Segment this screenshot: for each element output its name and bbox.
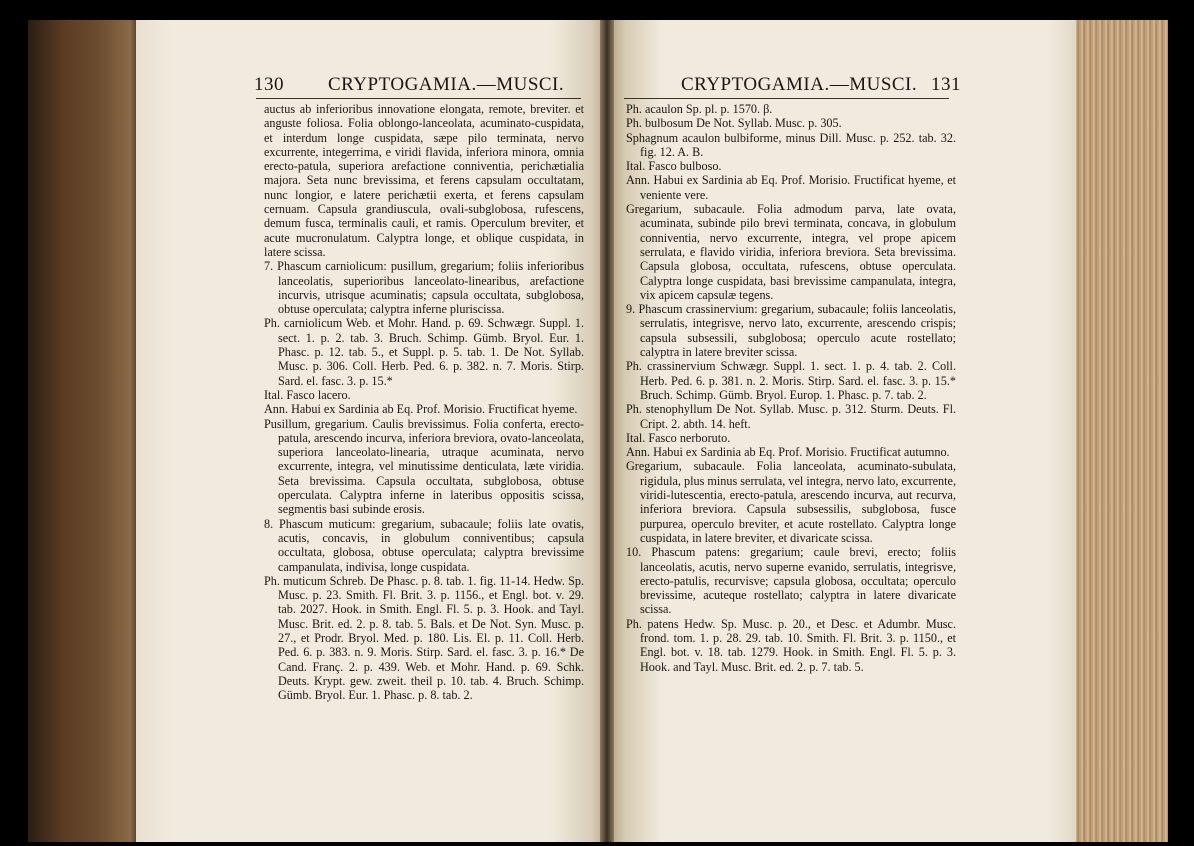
right-paragraph: Ann. Habui ex Sardinia ab Eq. Prof. Morisio. Fructificat hyeme, et veniente vere. bbox=[626, 173, 956, 202]
left-paragraph: Pusillum, gregarium. Caulis brevissimus. Folia conferta, erecto-patula, arescendo incurva, inferiora breviora, ovato-lanceolata, superiora lanceolato-linearia, utraque acuminata, nervo excurrente, integra, vel minutissime denticulata, læte viridia. Seta brevissima. Capsula occultata, subglobosa, obtuse operculata. Calyptra inferne in lateribus oppositis scissa, segmentis basi subinde erosis. bbox=[264, 416, 584, 517]
right-paragraph: Ph. stenophyllum De Not. Syllab. Musc. p. 312. Sturm. Deuts. Fl. Cript. 2. abth. 14. heft. bbox=[626, 402, 956, 431]
left-head-rule bbox=[256, 98, 581, 99]
left-body-text bbox=[264, 102, 584, 702]
left-paragraph: Ital. Fasco lacero. bbox=[264, 387, 351, 402]
right-page-number: 131 bbox=[931, 74, 961, 95]
open-book bbox=[28, 20, 1168, 842]
right-paragraph: Sphagnum acaulon bulbiforme, minus Dill. Musc. p. 252. tab. 32. fig. 12. A. B. bbox=[626, 130, 956, 159]
right-page bbox=[606, 20, 1076, 842]
right-paragraph: 9. Phascum crassinervium: gregarium, subacaule; foliis lanceolatis, serrulatis, integrisve, nervo lato, excurrente, arescendo crispis; capsula subsessili, subglobosa; operculo acute rostellato; calyptra in latere breviter scissa. bbox=[626, 302, 956, 360]
right-head-rule bbox=[624, 98, 949, 99]
right-paragraph: Ital. Fasco bulboso. bbox=[626, 159, 722, 174]
left-paragraph: Ann. Habui ex Sardinia ab Eq. Prof. Morisio. Fructificat hyeme. bbox=[264, 402, 578, 417]
left-paragraph: 8. Phascum muticum: gregarium, subacaule; foliis late ovatis, acutis, concavis, in globulum conniventibus; capsula occultata, globosa, obtuse operculata; calyptra brevissime campanulata, indivisa, longe cuspidata. bbox=[264, 516, 584, 574]
right-paragraph: Gregarium, subacaule. Folia lanceolata, acuminato-subulata, rigidula, plus minus serrulata, vel integra, nervo lato, excurrente, viridi-lutescentia, erecto-patula, arescendo incurva, aut recurva, inferiora breviora. Capsula subsessilis, subglobosa, fusce purpurea, operculo breviter, et acute rostellato. Calyptra longe cuspidata, in latere breviter, et divaricate scissa. bbox=[626, 459, 956, 545]
left-page-number: 130 bbox=[254, 74, 284, 95]
left-paragraph: auctus ab inferioribus innovatione elongata, remote, breviter. et anguste foliosa. Folia oblongo-lanceolata, acuminato-cuspidata, et interdum longe cuspidata, sæpe pilo terminata, nervo excurrente, integerrima, e viridi flavida, inferiora minora, omnia erecto-patula, superiora arefactione conniventia, perichætialia majora. Seta nunc brevissima, et ferens capsulam occultatam, nunc longior, e latere perichætii exerta, et ferens capsulam cernuam. Capsula grandiuscula, ovali-subglobosa, rufescens, demum fusca, terminalis cauli, et ramis. Operculum breviter, et acute mucronulatum. Calyptra longe, et oblique cuspidata, in latere scissa. bbox=[264, 102, 584, 259]
left-running-title: CRYPTOGAMIA.—MUSCI. bbox=[328, 74, 565, 95]
right-body-text bbox=[626, 102, 956, 674]
right-paragraph: Ph. acaulon Sp. pl. p. 1570. β. bbox=[626, 102, 773, 116]
left-paragraph: Ph. carniolicum Web. et Mohr. Hand. p. 69. Schwægr. Suppl. 1. sect. 1. p. 2. tab. 3. Bruch. Schimp. Gümb. Bryol. Eur. 1. Phasc. p. 12. tab. 5., et Suppl. p. 5. tab. 1. De Not. Syllab. Musc. p. 306. Coll. Herb. Ped. 6. p. 382. n. 7. Moris. Stirp. Sard. el. fasc. 3. p. 15.* bbox=[264, 316, 584, 388]
left-page bbox=[136, 20, 606, 842]
right-paragraph: Ann. Habui ex Sardinia ab Eq. Prof. Morisio. Fructificat autumno. bbox=[626, 445, 950, 460]
page-edges bbox=[1068, 20, 1168, 842]
right-paragraph: Ital. Fasco nerboruto. bbox=[626, 430, 731, 445]
right-paragraph: Ph. patens Hedw. Sp. Musc. p. 20., et Desc. et Adumbr. Musc. frond. tom. 1. p. 28. 29. tab. 10. Smith. Fl. Brit. 3. p. 1150., et Engl. bot. v. 18. tab. 1279. Hook. in Smith. Engl. Fl. 5. p. 3. Hook. and Tayl. Musc. Brit. ed. 2. p. 7. tab. 5. bbox=[626, 616, 956, 674]
right-running-title: CRYPTOGAMIA.—MUSCI. bbox=[681, 74, 918, 95]
right-paragraph: 10. Phascum patens: gregarium; caule brevi, erecto; foliis lanceolatis, acutis, nervo superne evanido, serrulatis, integrisve, erecto-patulis, recurvisve; capsula globosa, occultata; operculo brevissime, acuteque rostellato; calyptra in latere divaricate scissa. bbox=[626, 545, 956, 617]
left-paragraph: Ph. muticum Schreb. De Phasc. p. 8. tab. 1. fig. 11-14. Hedw. Sp. Musc. p. 23. Smith. Fl. Brit. 3. p. 1156., et Engl. bot. v. 29. tab. 2027. Hook. in Smith. Engl. Fl. 5. p. 3. Hook. and Tayl. Musc. Brit. ed. 2. p. 8. tab. 5. Bals. et De Not. Syn. Musc. p. 27., et Prodr. Bryol. Med. p. 180. Lis. El. p. 11. Coll. Herb. Ped. 6. p. 383. n. 9. Moris. Stirp. Sard. el. fasc. 3. p. 16.* De Cand. Franç. 2. p. 439. Web. et Mohr. Hand. p. 69. Schk. Deuts. Krypt. gew. zweit. theil p. 10. tab. 4. Bruch. Schimp. Gümb. Bryol. Eur. 1. Phasc. p. 8. tab. 2. bbox=[264, 573, 584, 703]
left-paragraph: 7. Phascum carniolicum: pusillum, gregarium; foliis inferioribus lanceolatis, superioribus lanceolato-linearibus, arefactione incurvis, utrisque acuminatis; capsula occultata, subglobosa, obtuse operculata; calyptra inferne pluriscissa. bbox=[264, 259, 584, 317]
right-paragraph: Ph. crassinervium Schwægr. Suppl. 1. sect. 1. p. 4. tab. 2. Coll. Herb. Ped. 6. p. 381. n. 2. Moris. Stirp. Sard. el. fasc. 3. p. 15.* Bruch. Schimp. Gümb. Bryol. Europ. 1. Phasc. p. 7. tab. 2. bbox=[626, 359, 956, 402]
right-paragraph: Ph. bulbosum De Not. Syllab. Musc. p. 305. bbox=[626, 116, 842, 131]
right-paragraph: Gregarium, subacaule. Folia admodum parva, late ovata, acuminata, subinde pilo brevi terminata, concava, in globulum conniventia, nervo excurrente, integra, vel prope apicem serrulata, e flavido viridia, inferiora breviora. Seta brevissima. Capsula globosa, occultata, rufescens, obtuse operculata. Calyptra longe cuspidata, basi brevissime campanulata, integra, vix apicem capsulæ tegens. bbox=[626, 202, 956, 302]
book-gutter bbox=[600, 20, 614, 842]
